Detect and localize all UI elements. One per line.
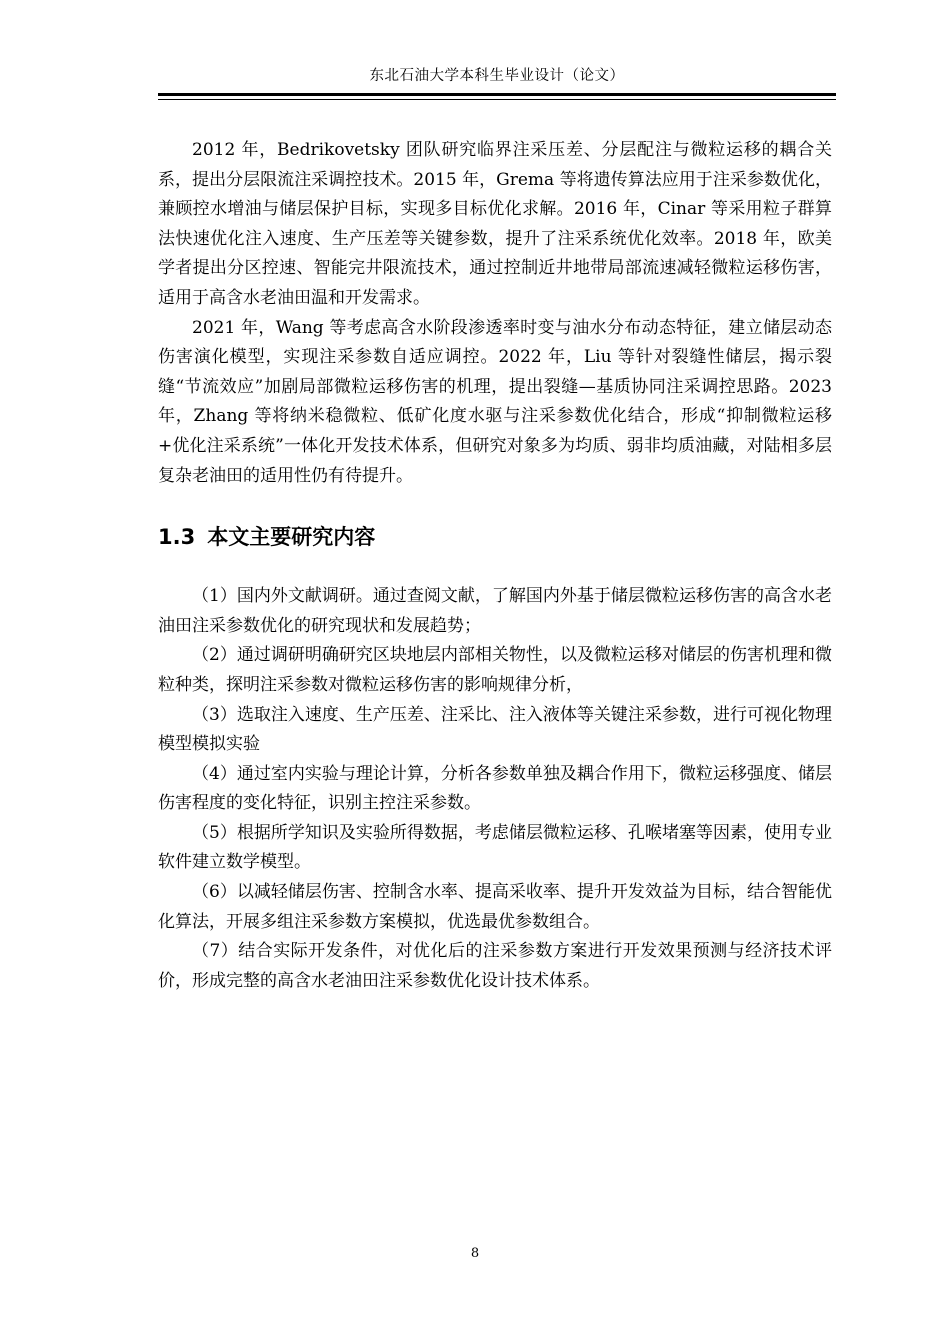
section-title: 本文主要研究内容 [207,525,376,550]
page-number: 8 [470,1246,480,1261]
page-header: 东北石油大学本科生毕业设计（论文） [369,68,625,84]
research-item: （2）通过调研明确研究区块地层内部相关物性，以及微粒运移对储层的伤害机理和微粒种类，探明注采参数对微粒运移伤害的影响规律分析， [158,645,832,695]
research-item: （7）结合实际开发条件，对优化后的注采参数方案进行开发效果预测与经济技术评价，形成完整的高含水老油田注采参数优化设计技术体系。 [158,941,832,991]
research-item: （5）根据所学知识及实验所得数据，考虑储层微粒运移、孔喉堵塞等因素，使用专业软件建立数学模型。 [158,822,832,873]
section-heading [158,491,832,582]
main-content [158,136,832,996]
paragraph: 2012 年，Bedrikovetsky 团队研究临界注采压差、分层配注与微粒运移的耦合关系，提出分层限流注采调控技术。2015 年，Grema 等将遗传算法应用于注采参数优化，兼顾控水增油与储层保护目标，实现多目标优化求解。2016 年，Cinar 等采用粒子群算法快速优化注入速度、生产压差等关键参数，提升了注采系统优化效率。2018 年，欧美学者提出分区控速、智能完井限流技术，通过控制近井地带局部流速减轻微粒运移伤害，适用于高含水老油田温和开发需求。 [158,140,832,308]
header-rule-thin [158,99,836,100]
research-item: （3）选取注入速度、生产压差、注采比、注入液体等关键注采参数，进行可视化物理模型模拟实验 [158,704,832,755]
paragraph: 2021 年，Wang 等考虑高含水阶段渗透率时变与油水分布动态特征，建立储层动态伤害演化模型，实现注采参数自适应调控。2022 年，Liu 等针对裂缝性储层，揭示裂缝“节流效应”加剧局部微粒运移伤害的机理，提出裂缝—基质协同注采调控思路。2023 年，Zhang 等将纳米稳微粒、低矿化度水驱与注采参数优化结合，形成“抑制微粒运移+优化注采系统”一体化开发技术体系，但研究对象多为均质、弱非均质油藏，对陆相多层复杂老油田的适用性仍有待提升。 [158,317,832,486]
header-rule-thick [158,93,836,96]
research-item: （1）国内外文献调研。通过查阅文献，了解国内外基于储层微粒运移伤害的高含水老油田注采参数优化的研究现状和发展趋势； [158,586,832,636]
section-number: 1.3 [158,525,196,550]
research-item: （6）以减轻储层伤害、控制含水率、提高采收率、提升开发效益为目标，结合智能优化算法，开展多组注采参数方案模拟，优选最优参数组合。 [158,882,832,932]
research-item: （4）通过室内实验与理论计算，分析各参数单独及耦合作用下，微粒运移强度、储层伤害程度的变化特征，识别主控注采参数。 [158,763,832,814]
